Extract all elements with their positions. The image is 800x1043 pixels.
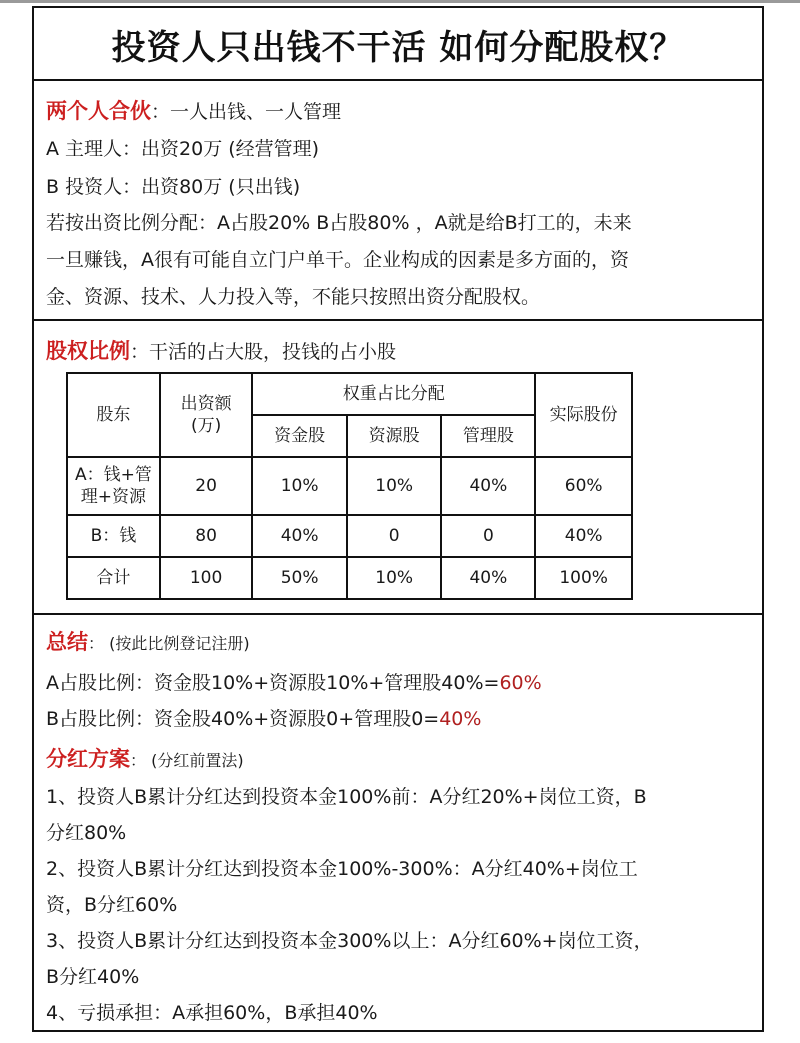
equity-table [66, 372, 633, 600]
dividend-item-3-cont: B分红40% [46, 966, 140, 988]
equity-ratio-heading: 股权比例：干活的占大股，投钱的占小股 [46, 339, 397, 363]
cell-investment: 100 [160, 557, 252, 599]
cell-capital: 50% [252, 557, 347, 599]
header-management: 管理股 [441, 415, 535, 457]
summary-label: 总结 [46, 630, 88, 654]
table-row [67, 515, 632, 557]
b-share-result: 40% [439, 708, 482, 730]
cell-management: 40% [441, 457, 535, 515]
dividend-item-1-cont: 分红80% [46, 822, 127, 844]
cell-actual: 100% [535, 557, 632, 599]
explanation-line-1: 若按出资比例分配：A占股20% B占股80% ，A就是给B打工的，未来 [46, 212, 632, 234]
cell-actual: 60% [535, 457, 632, 515]
page-title: 投资人只出钱不干活 如何分配股权？ [111, 27, 685, 68]
dividend-label: 分红方案 [46, 747, 130, 771]
explanation-line-3: 金、资源、技术、人力投入等，不能只按照出资分配股权。 [46, 286, 541, 308]
divider [32, 613, 764, 615]
a-share-ratio-line: A占股比例：资金股10%+资源股10%+管理股40%=60% [46, 672, 542, 694]
summary-heading: 总结： (按此比例登记注册) [46, 630, 250, 654]
cell-capital: 40% [252, 515, 347, 557]
partnership-label: 两个人合伙 [46, 99, 151, 123]
equity-ratio-label: 股权比例 [46, 339, 130, 363]
cell-investment: 80 [160, 515, 252, 557]
partner-b-line: B 投资人：出资80万 (只出钱) [46, 176, 301, 198]
header-actual: 实际股份 [535, 373, 632, 457]
cell-management: 40% [441, 557, 535, 599]
header-weight-group: 权重占比分配 [252, 373, 535, 415]
cell-shareholder: B：钱 [67, 515, 160, 557]
cell-actual: 40% [535, 515, 632, 557]
header-shareholder: 股东 [67, 373, 160, 457]
header-capital: 资金股 [252, 415, 347, 457]
a-share-result: 60% [499, 672, 542, 694]
dividend-item-2-cont: 资，B分红60% [46, 894, 178, 916]
divider [32, 319, 764, 321]
cell-resource: 0 [347, 515, 442, 557]
header-resource: 资源股 [347, 415, 442, 457]
dividend-item-3: 3、投资人B累计分红达到投资本金300%以上：A分红60%+岗位工资， [46, 930, 653, 952]
table-row-total [67, 557, 632, 599]
cell-resource: 10% [347, 557, 442, 599]
partnership-heading: 两个人合伙：一人出钱、一人管理 [46, 99, 342, 123]
dividend-heading: 分红方案： (分红前置法) [46, 747, 244, 771]
cell-shareholder: A：钱+管 理+资源 [67, 457, 160, 515]
cell-shareholder: 合计 [67, 557, 160, 599]
dividend-item-4: 4、亏损承担：A承担60%，B承担40% [46, 1002, 378, 1024]
explanation-line-2: 一旦赚钱，A很有可能自立门户单干。企业构成的因素是多方面的，资 [46, 249, 629, 271]
cell-resource: 10% [347, 457, 442, 515]
divider [32, 79, 764, 81]
dividend-item-2: 2、投资人B累计分红达到投资本金100%-300%：A分红40%+岗位工 [46, 858, 638, 880]
table-row [67, 457, 632, 515]
top-border-line [0, 0, 800, 3]
cell-capital: 10% [252, 457, 347, 515]
dividend-item-1: 1、投资人B累计分红达到投资本金100%前：A分红20%+岗位工资，B [46, 786, 647, 808]
cell-management: 0 [441, 515, 535, 557]
cell-investment: 20 [160, 457, 252, 515]
partner-a-line: A 主理人：出资20万 (经营管理) [46, 138, 320, 160]
b-share-ratio-line: B占股比例：资金股40%+资源股0+管理股0=40% [46, 708, 482, 730]
header-investment: 出资额 (万) [160, 373, 252, 457]
